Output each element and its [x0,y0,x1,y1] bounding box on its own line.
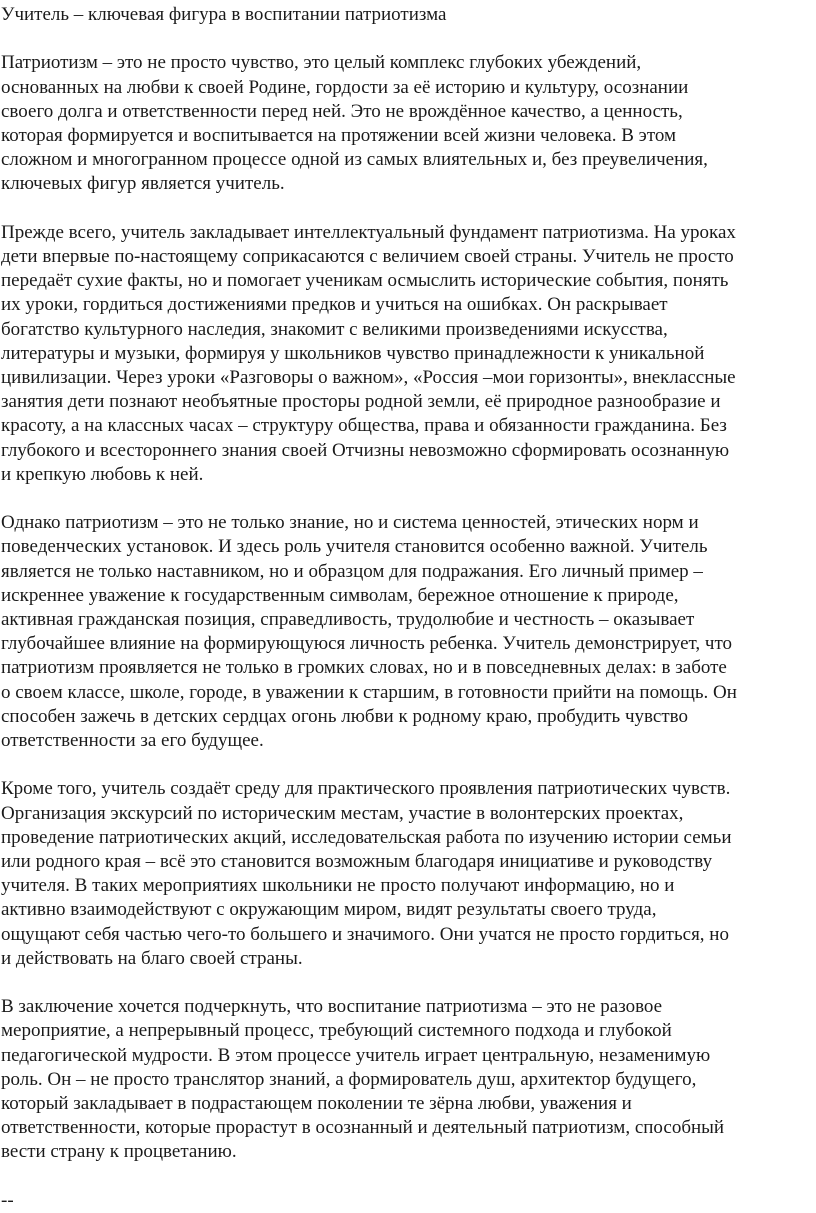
paragraph-line: вести страну к процветанию. [1,1141,237,1163]
paragraph [1,995,816,1164]
paragraph [1,51,816,196]
paragraph-line: ключевых фигур является учитель. [1,173,285,195]
paragraph-line: основанных на любви к своей Родине, гордости за её историю и культуру, осознании [1,76,689,98]
paragraph-line: педагогической мудрости. В этом процессе учитель играет центральную, незаменимую [1,1044,711,1066]
paragraph-line: глубокого и всестороннего знания своей Отчизны невозможно сформировать осознанную [1,439,730,461]
paragraph-line: литературы и музыки, формируя у школьников чувство принадлежности к уникальной [1,342,705,364]
paragraph-line: В заключение хочется подчеркнуть, что воспитание патриотизма – это не разовое [1,996,663,1018]
paragraph-line: или родного края – всё это становится возможным благодаря инициативе и руководству [1,851,713,873]
paragraph-line: Кроме того, учитель создаёт среду для практического проявления патриотических чувств. [1,778,731,800]
paragraph-line: способен зажечь в детских сердцах огонь любви к родному краю, пробудить чувство [1,705,688,727]
paragraph-line: глубочайшее влияние на формирующуюся личность ребенка. Учитель демонстрирует, что [1,633,732,655]
paragraph-line: о своем классе, школе, городе, в уважении к старшим, в готовности прийти на помощь. Он [1,681,737,703]
paragraph-list [1,51,816,1164]
paragraph-line: их уроки, гордиться достижениями предков и учиться на ошибках. Он раскрывает [1,294,668,316]
paragraph-line: ответственности, которые прорастут в осознанный и деятельный патриотизм, способный [1,1117,725,1139]
paragraph-line: является не только наставником, но и образцом для подражания. Его личный пример – [1,560,703,582]
paragraph-line: передаёт сухие факты, но и помогает ученикам осмыслить исторические события, понять [1,270,729,292]
paragraph-line: богатство культурного наследия, знакомит с великими произведениями искусства, [1,318,668,340]
paragraph-line: поведенческих установок. И здесь роль учителя становится особенно важной. Учитель [1,536,708,558]
paragraph-line: и действовать на благо своей страны. [1,947,303,969]
paragraph-line: патриотизм проявляется не только в громких словах, но и в повседневных делах: в заботе [1,657,727,679]
paragraph-line: Патриотизм – это не просто чувство, это целый комплекс глубоких убеждений, [1,52,642,74]
paragraph-line: занятия дети познают необъятные просторы родной земли, её природное разнообразие и [1,391,721,413]
document-title [1,3,816,27]
paragraph-line: ответственности за его будущее. [1,730,264,752]
paragraph [1,221,816,487]
paragraph-line: который закладывает в подрастающем поколении те зёрна любви, уважения и [1,1093,632,1115]
paragraph-line: и крепкую любовь к ней. [1,463,204,485]
signature-dashes [1,1189,816,1213]
title-line: Учитель – ключевая фигура в воспитании патриотизма [1,4,447,25]
paragraph-line: которая формируется и воспитывается на протяжении всей жизни человека. В этом [1,125,677,146]
paragraph [1,777,816,971]
paragraph-line: дети впервые по-настоящему соприкасаются с величием своей страны. Учитель не просто [1,246,734,267]
paragraph-line: активная гражданская позиция, справедливость, трудолюбие и честность – оказывает [1,609,695,631]
paragraph-line: Прежде всего, учитель закладывает интеллектуальный фундамент патриотизма. На уроках [1,221,736,243]
paragraph-line: роль. Он – не просто транслятор знаний, а формирователь душ, архитектор будущего, [1,1068,697,1090]
paragraph [1,511,816,753]
paragraph-line: активно взаимодействуют с окружающим миром, видят результаты своего труда, [1,899,657,921]
paragraph-line: Организация экскурсий по историческим местам, участие в волонтерских проектах, [1,802,684,824]
paragraph-line: искреннее уважение к государственным символам, бережное отношение к природе, [1,584,679,606]
paragraph-line: цивилизации. Через уроки «Разговоры о важном», «Россия –мои горизонты», внеклассные [1,367,736,389]
signature-line: -- [1,1189,14,1211]
paragraph-line: мероприятие, а непрерывный процесс, требующий системного подхода и глубокой [1,1020,672,1042]
paragraph-line: ощущают себя частью чего-то большего и значимого. Они учатся не просто гордиться, но [1,923,729,945]
paragraph-line: сложном и многогранном процессе одной из самых влиятельных и, без преувеличения, [1,149,708,171]
paragraph-line: учителя. В таких мероприятиях школьники не просто получают информацию, но и [1,875,675,897]
paragraph-line: красоту, а на классных часах – структуру общества, права и обязанности гражданина. Без [1,415,727,437]
paragraph-line: своего долга и ответственности перед ней. Это не врождённое качество, а ценность, [1,100,683,122]
paragraph-line: проведение патриотических акций, исследовательская работа по изучению истории семьи [1,826,732,848]
paragraph-line: Однако патриотизм – это не только знание, но и система ценностей, этических норм и [1,512,699,534]
